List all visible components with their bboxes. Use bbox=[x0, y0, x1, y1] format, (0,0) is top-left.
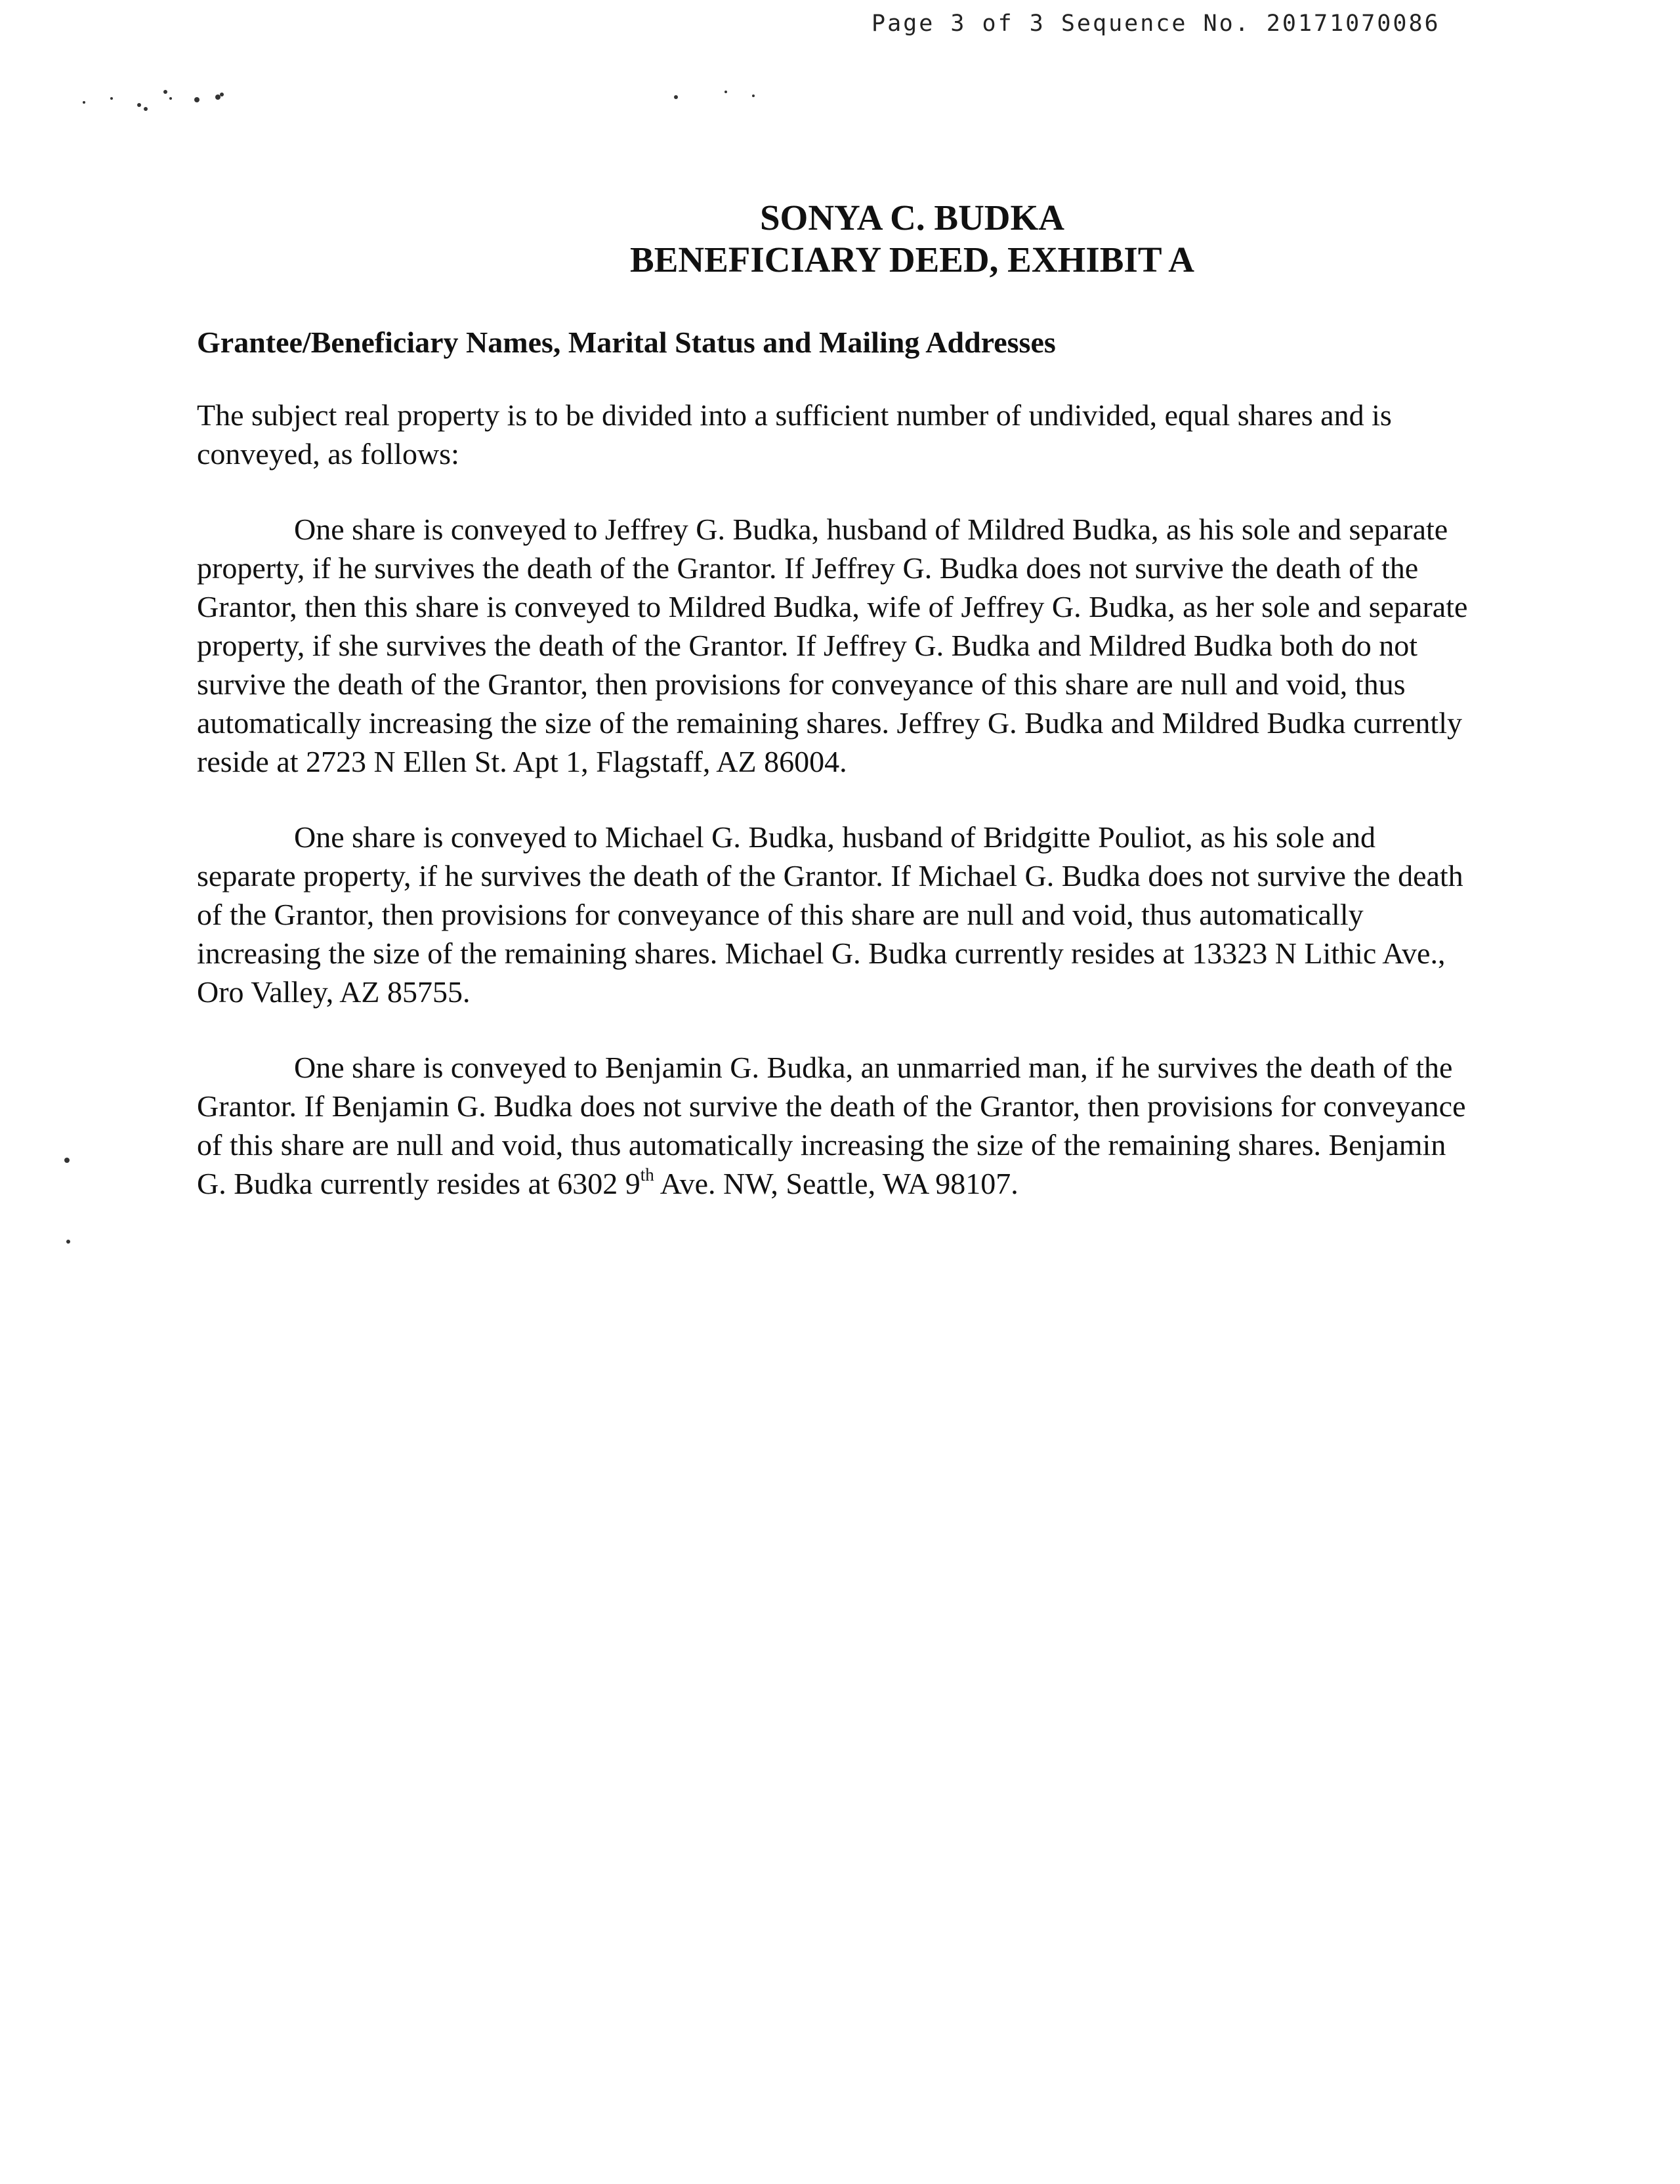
ordinal-suffix: th bbox=[640, 1164, 654, 1185]
title-grantor-name: SONYA C. BUDKA bbox=[759, 198, 1065, 238]
share-paragraph-michael: One share is conveyed to Michael G. Budka, husband of Bridgitte Pouliot, as his sole and separate property, if he survives the death of the Grantor. If Michael G. Budka does not survive the death of the Grantor, then provisions for conveyance of this share are null and void, thus automatically increasing the size of the remaining shares. Michael G. Budka currently resides at 13323 N Lithic Ave., Oro Valley, AZ 85755. bbox=[197, 820, 1463, 1009]
share-paragraph-benjamin bbox=[197, 1048, 1470, 1203]
section-heading: Grantee/Beneficiary Names, Marital Status and Mailing Addresses bbox=[197, 326, 1056, 359]
intro-paragraph: The subject real property is to be divided into a sufficient number of undivided, equal shares and is conveyed, as follows: bbox=[197, 398, 1392, 471]
benjamin-text-start: One share is conveyed to Benjamin G. Budka, an unmarried man, if he survives the death of the Grantor. If Benjamin G. Budka does not survive the death of the Grantor, then provisions for conveyance of this share are null and void, thus automatically increasing the size of the remaining shares. Benjamin G. Budka currently resides at 6302 9 bbox=[197, 1051, 1466, 1200]
document-body bbox=[197, 323, 1470, 1240]
title-deed-exhibit: BENEFICIARY DEED, EXHIBIT A bbox=[630, 240, 1194, 280]
benjamin-text-end: Ave. NW, Seattle, WA 98107. bbox=[654, 1167, 1018, 1200]
page-sequence-header: Page 3 of 3 Sequence No. 20171070086 bbox=[872, 10, 1440, 37]
share-paragraph-jeffrey: One share is conveyed to Jeffrey G. Budka, husband of Mildred Budka, as his sole and separate property, if he survives the death of the Grantor. If Jeffrey G. Budka does not survive the death of the Grantor, then this share is conveyed to Mildred Budka, wife of Jeffrey G. Budka, as her sole and separate property, if she survives the death of the Grantor. If Jeffrey G. Budka and Mildred Budka both do not survive the death of the Grantor, then provisions for conveyance of this share are null and void, thus automatically increasing the size of the remaining shares. Jeffrey G. Budka and Mildred Budka currently reside at 2723 N Ellen St. Apt 1, Flagstaff, AZ 86004. bbox=[197, 513, 1468, 778]
document-title bbox=[0, 197, 1680, 281]
